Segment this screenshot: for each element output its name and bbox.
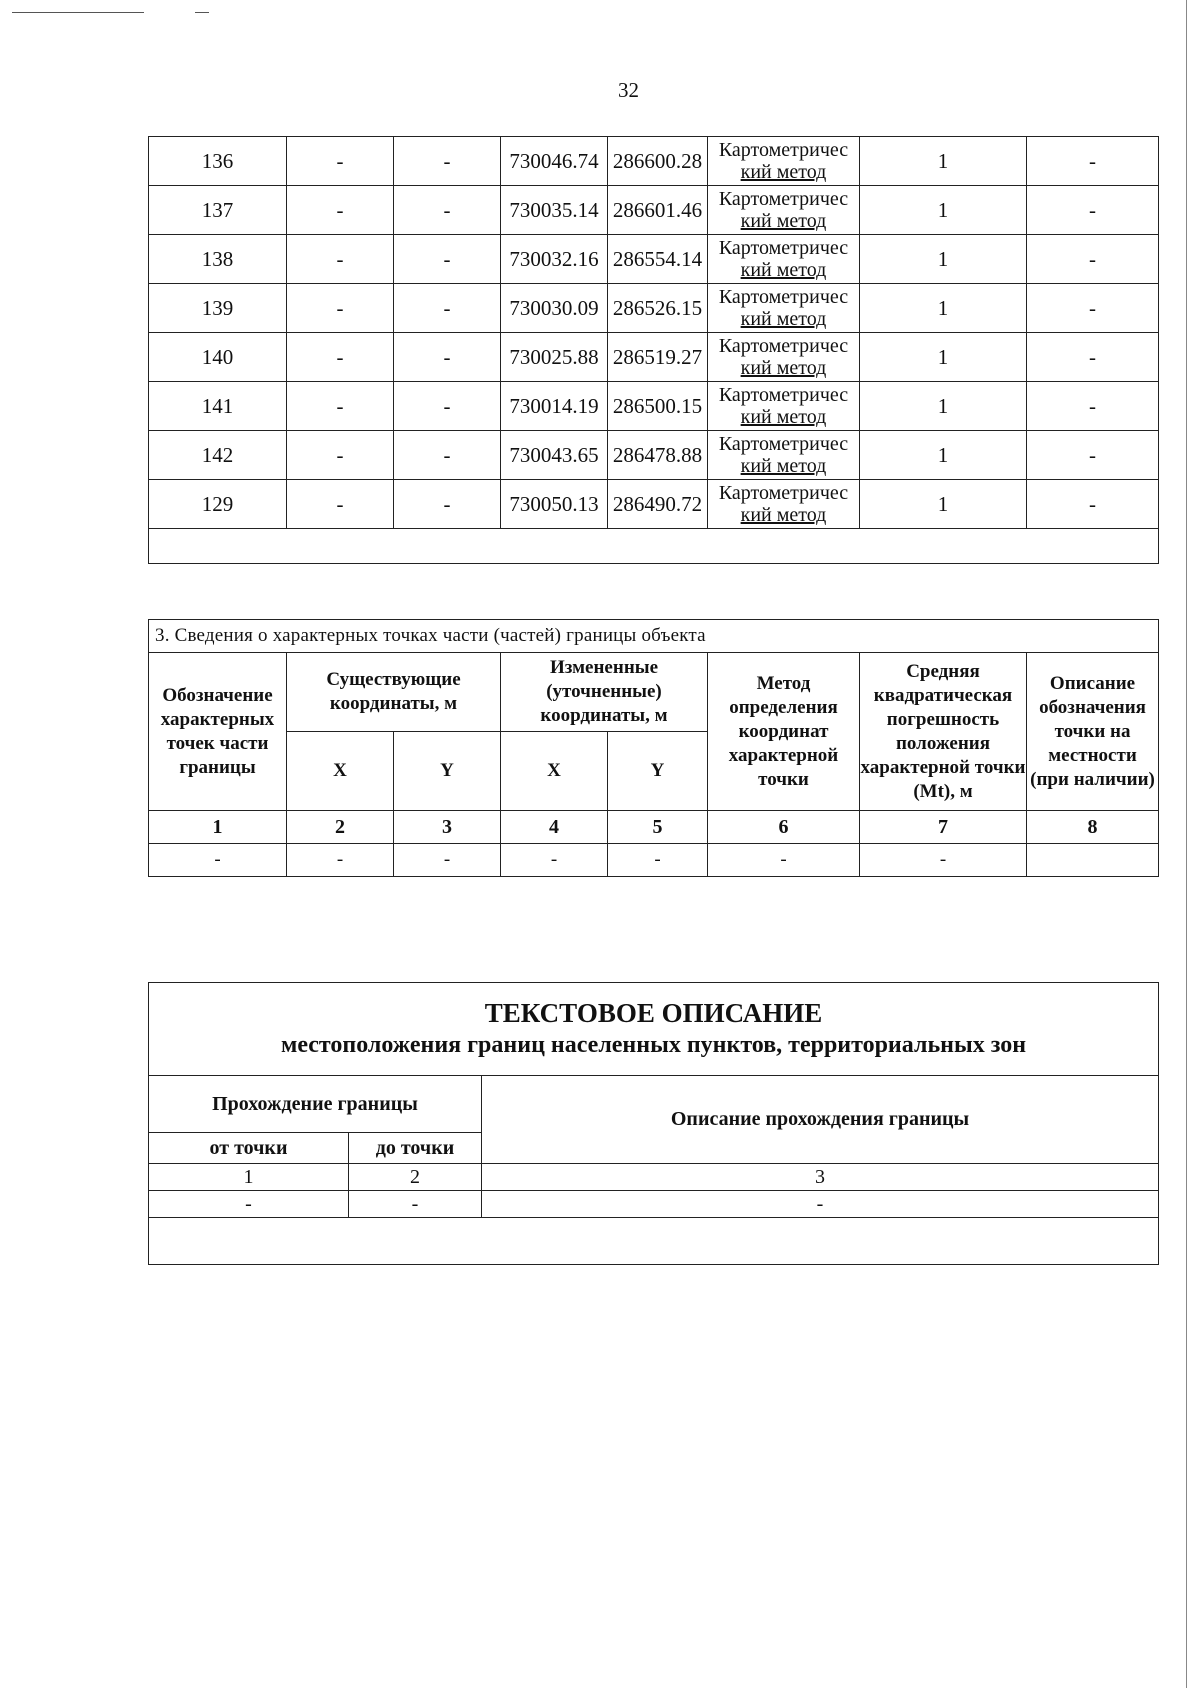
existing-y: - — [394, 137, 501, 186]
accuracy-cell: 1 — [860, 284, 1027, 333]
description-dash-row — [149, 1191, 1159, 1218]
coordinates-table — [148, 136, 1159, 564]
header-changed-coords: Измененные (уточненные) координаты, м — [501, 653, 708, 732]
accuracy-cell: 1 — [860, 186, 1027, 235]
table-row — [149, 284, 1159, 333]
method-cell — [708, 284, 860, 333]
dash-cell: - — [149, 844, 287, 877]
existing-y: - — [394, 382, 501, 431]
header-existing-y: Y — [394, 732, 501, 811]
dash-row — [149, 844, 1159, 877]
header-from-point: от точки — [149, 1133, 349, 1164]
description-empty-row — [149, 1218, 1159, 1265]
description-cell: - — [1027, 431, 1159, 480]
scan-edge-mark — [1186, 0, 1187, 1688]
coord-y: 286500.15 — [608, 382, 708, 431]
table-row — [149, 235, 1159, 284]
accuracy-cell: 1 — [860, 480, 1027, 529]
description-cell: - — [1027, 137, 1159, 186]
header-changed-x: X — [501, 732, 608, 811]
scan-edge-mark — [195, 12, 209, 13]
method-line-2: кий метод — [740, 161, 827, 183]
header-to-point: до точки — [349, 1133, 482, 1164]
dash-cell: - — [860, 844, 1027, 877]
point-number: 137 — [149, 186, 287, 235]
method-line-1: Картометричес — [718, 139, 849, 161]
coord-x: 730030.09 — [501, 284, 608, 333]
coord-x: 730025.88 — [501, 333, 608, 382]
accuracy-cell: 1 — [860, 235, 1027, 284]
accuracy-cell: 1 — [860, 382, 1027, 431]
dash-cell: - — [608, 844, 708, 877]
method-line-1: Картометричес — [718, 286, 849, 308]
dash-cell: - — [482, 1191, 1159, 1218]
method-line-2: кий метод — [740, 308, 827, 330]
column-numbers-row — [149, 811, 1159, 844]
description-cell: - — [1027, 186, 1159, 235]
coord-x: 730043.65 — [501, 431, 608, 480]
description-cell: - — [1027, 382, 1159, 431]
coord-x: 730050.13 — [501, 480, 608, 529]
header-point-designation: Обозначение характерных точек части границы — [149, 653, 287, 811]
header-mean-error: Средняя квадратическая погрешность положения характерной точки (Mt), м — [860, 653, 1027, 811]
dash-cell: - — [149, 1191, 349, 1218]
existing-x: - — [287, 235, 394, 284]
point-number: 138 — [149, 235, 287, 284]
header-boundary-passage: Прохождение границы — [149, 1076, 482, 1133]
description-cell: - — [1027, 284, 1159, 333]
method-cell — [708, 137, 860, 186]
dash-cell: - — [349, 1191, 482, 1218]
coord-x: 730032.16 — [501, 235, 608, 284]
coord-y: 286478.88 — [608, 431, 708, 480]
point-number: 139 — [149, 284, 287, 333]
column-number: 1 — [149, 811, 287, 844]
point-number: 141 — [149, 382, 287, 431]
text-description-table — [148, 982, 1159, 1265]
coord-y: 286600.28 — [608, 137, 708, 186]
description-column-numbers — [149, 1164, 1159, 1191]
column-number: 3 — [482, 1164, 1159, 1191]
header-passage-description: Описание прохождения границы — [482, 1076, 1159, 1164]
point-number: 136 — [149, 137, 287, 186]
coord-y: 286554.14 — [608, 235, 708, 284]
existing-x: - — [287, 382, 394, 431]
method-cell — [708, 382, 860, 431]
dash-cell: - — [394, 844, 501, 877]
existing-x: - — [287, 186, 394, 235]
point-number: 140 — [149, 333, 287, 382]
existing-x: - — [287, 284, 394, 333]
column-number: 3 — [394, 811, 501, 844]
parts-caption: 3. Сведения о характерных точках части (частей) границы объекта — [149, 620, 1159, 653]
method-line-2: кий метод — [740, 357, 827, 379]
existing-y: - — [394, 480, 501, 529]
point-number: 142 — [149, 431, 287, 480]
coord-y: 286519.27 — [608, 333, 708, 382]
accuracy-cell: 1 — [860, 431, 1027, 480]
column-number: 2 — [349, 1164, 482, 1191]
accuracy-cell: 1 — [860, 333, 1027, 382]
method-line-1: Картометричес — [718, 335, 849, 357]
coord-x: 730035.14 — [501, 186, 608, 235]
method-line-1: Картометричес — [718, 384, 849, 406]
header-method: Метод определения координат характерной точки — [708, 653, 860, 811]
method-line-1: Картометричес — [718, 188, 849, 210]
table-row — [149, 333, 1159, 382]
existing-y: - — [394, 235, 501, 284]
method-line-2: кий метод — [740, 406, 827, 428]
header-location-description: Описание обозначения точки на местности (при наличии) — [1027, 653, 1159, 811]
header-existing-x: X — [287, 732, 394, 811]
method-line-2: кий метод — [740, 210, 827, 232]
method-line-2: кий метод — [740, 259, 827, 281]
description-cell: - — [1027, 333, 1159, 382]
method-cell — [708, 480, 860, 529]
coord-y: 286490.72 — [608, 480, 708, 529]
method-line-2: кий метод — [740, 504, 827, 526]
existing-x: - — [287, 480, 394, 529]
method-line-1: Картометричес — [718, 433, 849, 455]
coord-y: 286601.46 — [608, 186, 708, 235]
coord-x: 730046.74 — [501, 137, 608, 186]
description-title-sub: местоположения границ населенных пунктов, территориальных зон — [280, 1032, 1027, 1058]
method-line-1: Картометричес — [718, 482, 849, 504]
page-number: 32 — [618, 78, 639, 102]
existing-y: - — [394, 186, 501, 235]
method-line-1: Картометричес — [718, 237, 849, 259]
column-number: 8 — [1027, 811, 1159, 844]
dash-cell: - — [708, 844, 860, 877]
dash-cell: - — [501, 844, 608, 877]
coordinates-empty-row — [149, 529, 1159, 564]
existing-y: - — [394, 431, 501, 480]
method-cell — [708, 431, 860, 480]
column-number: 7 — [860, 811, 1027, 844]
existing-x: - — [287, 333, 394, 382]
column-number: 6 — [708, 811, 860, 844]
existing-x: - — [287, 137, 394, 186]
description-title-main: ТЕКСТОВОЕ ОПИСАНИЕ — [484, 998, 823, 1028]
dash-cell — [1027, 844, 1159, 877]
description-cell: - — [1027, 235, 1159, 284]
existing-x: - — [287, 431, 394, 480]
table-row — [149, 431, 1159, 480]
method-cell — [708, 235, 860, 284]
method-cell — [708, 186, 860, 235]
table-row — [149, 382, 1159, 431]
table-row — [149, 137, 1159, 186]
header-existing-coords: Существующие координаты, м — [287, 653, 501, 732]
accuracy-cell: 1 — [860, 137, 1027, 186]
coord-x: 730014.19 — [501, 382, 608, 431]
boundary-parts-table — [148, 619, 1159, 877]
table-row — [149, 186, 1159, 235]
header-changed-y: Y — [608, 732, 708, 811]
coord-y: 286526.15 — [608, 284, 708, 333]
description-title — [149, 983, 1159, 1076]
existing-y: - — [394, 284, 501, 333]
table-row — [149, 480, 1159, 529]
column-number: 5 — [608, 811, 708, 844]
description-cell: - — [1027, 480, 1159, 529]
dash-cell: - — [287, 844, 394, 877]
scan-edge-mark — [12, 12, 144, 13]
column-number: 2 — [287, 811, 394, 844]
point-number: 129 — [149, 480, 287, 529]
method-line-2: кий метод — [740, 455, 827, 477]
column-number: 4 — [501, 811, 608, 844]
column-number: 1 — [149, 1164, 349, 1191]
method-cell — [708, 333, 860, 382]
existing-y: - — [394, 333, 501, 382]
